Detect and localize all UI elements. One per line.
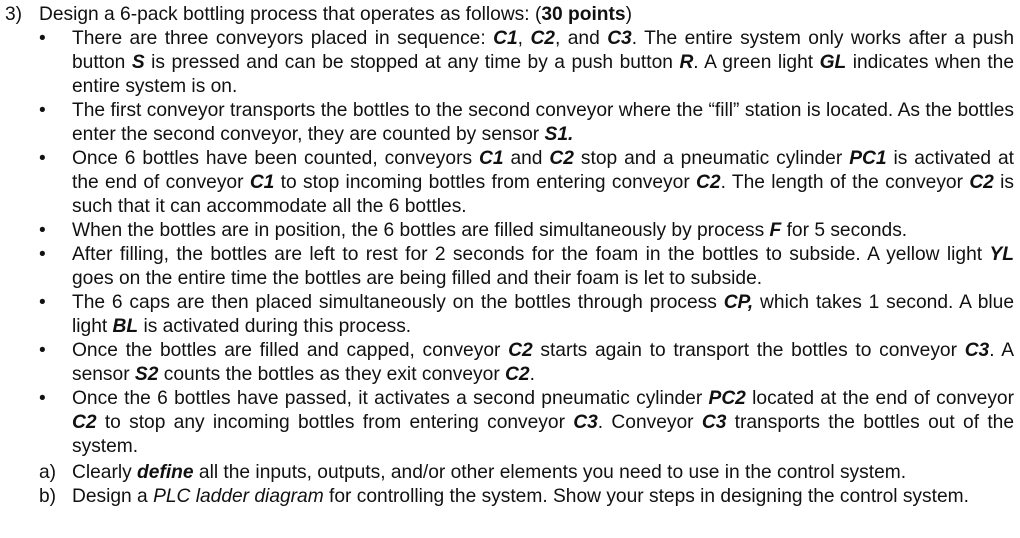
emphasis-term: GL <box>819 52 847 73</box>
bullet-icon: • <box>39 340 46 361</box>
bullet-icon: • <box>39 388 46 409</box>
emphasis-term: BL <box>112 316 139 337</box>
emphasis-term: S2 <box>134 364 159 385</box>
emphasis-term: PLC ladder diagram <box>153 486 324 507</box>
requirement-item <box>39 291 1014 339</box>
text-segment: for controlling the system. Show your steps in designing the control system. <box>323 486 969 507</box>
requirement-item <box>39 243 1014 291</box>
bullet-icon: • <box>39 100 46 121</box>
emphasis-term: C3 <box>573 412 598 433</box>
text-segment: Clearly <box>72 462 138 483</box>
requirement-item <box>39 387 1014 459</box>
emphasis-term: C2 <box>969 172 994 193</box>
text-segment: . A green light <box>693 52 820 73</box>
text-segment: is pressed and can be stopped at any time by a push button <box>144 52 680 73</box>
text-segment: indicates when the entire system is on. <box>72 52 1015 97</box>
text-segment: to stop incoming bottles from entering conveyor <box>274 172 697 193</box>
emphasis-term: C2 <box>696 172 721 193</box>
text-segment: is such that it can accommodate all the 6 bottles. <box>72 172 1015 217</box>
emphasis-term: C2 <box>72 412 97 433</box>
text-segment: Design a <box>72 486 154 507</box>
text-segment: The first conveyor transports the bottles to the second conveyor where the “fill” station is located. As the bottles enter the second conveyor, they are counted by sensor <box>72 100 1014 145</box>
emphasis-term: YL <box>989 244 1014 265</box>
question-parts <box>39 461 1014 509</box>
requirement-item <box>39 219 1014 243</box>
text-segment: Once the 6 bottles have passed, it activates a second pneumatic cylinder <box>72 388 709 409</box>
emphasis-term: C3 <box>701 412 727 433</box>
emphasis-term: C3 <box>964 340 990 361</box>
emphasis-term: C3 <box>607 28 632 49</box>
question-part <box>39 461 1014 485</box>
emphasis-term: R <box>679 52 694 73</box>
text-segment: stop and a pneumatic cylinder <box>573 148 850 169</box>
text-segment: Once 6 bottles have been counted, conveyors <box>72 148 479 169</box>
emphasis-term: CP, <box>723 292 754 313</box>
text-segment: . Conveyor <box>597 412 702 433</box>
text-segment: Once the bottles are filled and capped, conveyor <box>72 340 509 361</box>
requirements-list <box>39 27 1014 459</box>
text-segment: and <box>503 148 550 169</box>
emphasis-term: C1 <box>493 28 518 49</box>
bullet-icon: • <box>39 292 46 313</box>
bullet-icon: • <box>39 28 46 49</box>
requirement-item <box>39 99 1014 147</box>
text-segment: transports the bottles out of the system. <box>72 412 1014 457</box>
text-segment: . The length of the conveyor <box>720 172 970 193</box>
text-segment: , and <box>554 28 608 49</box>
question-part <box>39 485 1014 509</box>
text-segment: . <box>529 364 535 385</box>
emphasis-term: C1 <box>479 148 504 169</box>
text-segment: located at the end of conveyor <box>745 388 1014 409</box>
emphasis-term: S <box>131 52 145 73</box>
requirement-item <box>39 147 1014 219</box>
part-label: b) <box>39 486 57 507</box>
text-segment: all the inputs, outputs, and/or other elements you need to use in the control system. <box>193 462 907 483</box>
question-points: 30 points <box>541 4 626 25</box>
text-segment: After filling, the bottles are left to rest for 2 seconds for the foam in the bottles to subside. A yellow light <box>72 244 990 265</box>
emphasis-term: S1. <box>544 124 574 145</box>
text-segment: counts the bottles as they exit conveyor <box>158 364 506 385</box>
text-segment: to stop any incoming bottles from entering conveyor <box>96 412 574 433</box>
emphasis-term: C2 <box>530 28 555 49</box>
emphasis-term: F <box>769 220 782 241</box>
text-segment: goes on the entire time the bottles are being filled and their foam is let to subside. <box>72 268 763 289</box>
question-title-close: ) <box>625 4 632 25</box>
emphasis-term: C2 <box>505 364 530 385</box>
question-title-text: Design a 6-pack bottling process that operates as follows: ( <box>39 4 542 25</box>
text-segment: is activated at the end of conveyor <box>72 148 1014 193</box>
emphasis-term: define <box>137 462 194 483</box>
text-segment: , <box>517 28 531 49</box>
text-segment: for 5 seconds. <box>781 220 908 241</box>
bullet-icon: • <box>39 220 46 241</box>
emphasis-term: C1 <box>249 172 275 193</box>
emphasis-term: PC2 <box>708 388 746 409</box>
question-title <box>5 3 632 27</box>
text-segment: . A sensor <box>72 340 1014 385</box>
text-segment: starts again to transport the bottles to conveyor <box>532 340 965 361</box>
requirement-item <box>39 339 1014 387</box>
emphasis-term: C2 <box>549 148 574 169</box>
text-segment: When the bottles are in position, the 6 bottles are filled simultaneously by process <box>72 220 770 241</box>
requirement-item <box>39 27 1014 99</box>
part-label: a) <box>39 462 57 483</box>
text-segment: which takes 1 second. A blue light <box>72 292 1014 337</box>
emphasis-term: PC1 <box>849 148 887 169</box>
bullet-icon: • <box>39 148 46 169</box>
text-segment: . The entire system only works after a push button <box>72 28 1014 73</box>
bullet-icon: • <box>39 244 46 265</box>
emphasis-term: C2 <box>508 340 533 361</box>
text-segment: is activated during this process. <box>138 316 412 337</box>
question-number: 3) <box>5 4 23 25</box>
text-segment: There are three conveyors placed in sequence: <box>72 28 494 49</box>
text-segment: The 6 caps are then placed simultaneously on the bottles through process <box>72 292 724 313</box>
